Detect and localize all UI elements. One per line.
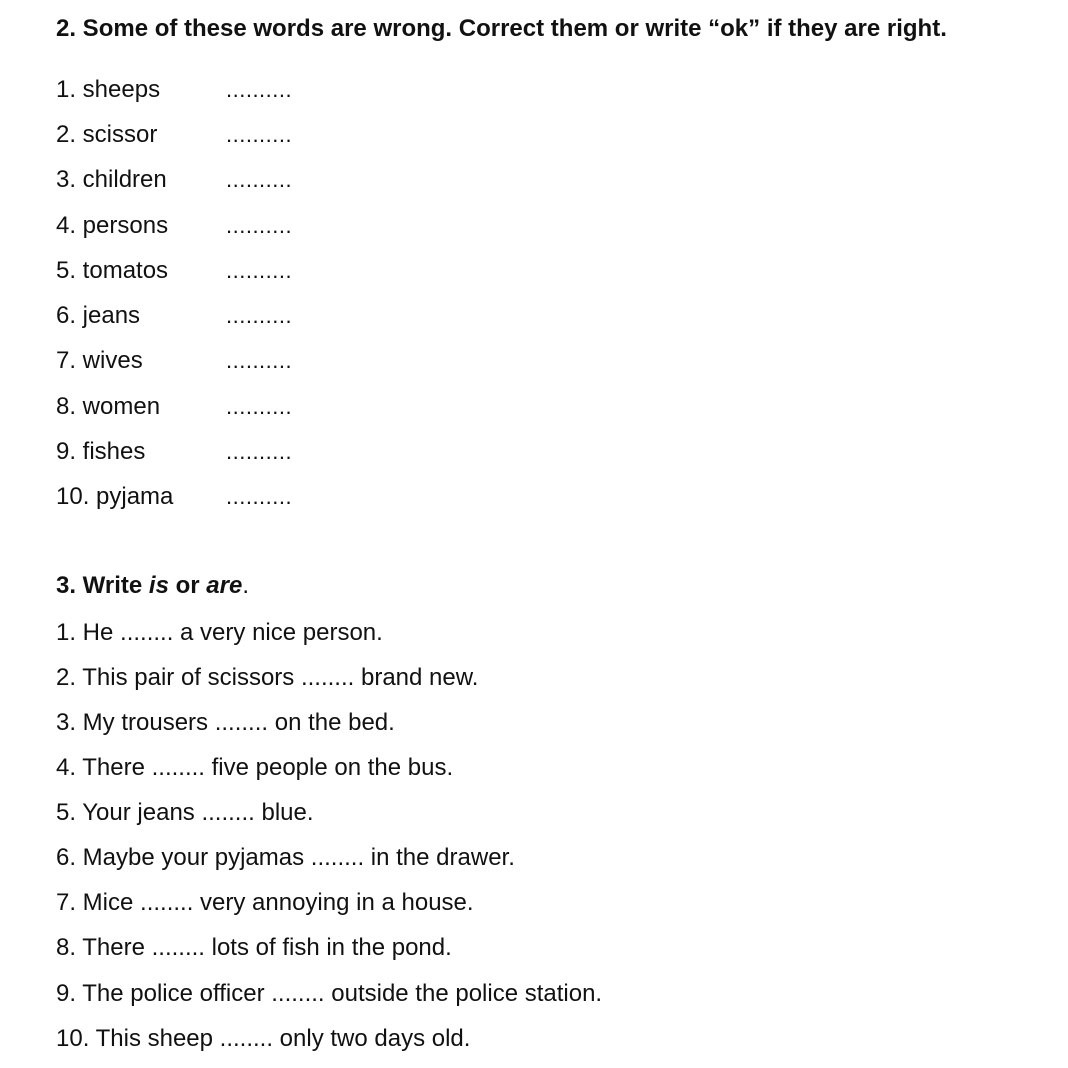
word-label: 4. persons bbox=[56, 212, 169, 239]
answer-blank: .......... bbox=[226, 394, 293, 419]
title-or: or bbox=[168, 572, 207, 599]
word-label: 5. tomatos bbox=[56, 257, 169, 284]
exercise-3-sentence: 2. This pair of scissors ........ brand new. bbox=[56, 664, 479, 691]
exercise-2-item bbox=[56, 392, 292, 422]
answer-blank: .......... bbox=[226, 258, 293, 283]
word-label: 10. pyjama bbox=[56, 483, 174, 510]
answer-blank: .......... bbox=[226, 167, 293, 192]
answer-blank: .......... bbox=[226, 303, 293, 328]
exercise-2-item bbox=[56, 165, 292, 195]
title-end: . bbox=[242, 572, 249, 599]
exercise-2-item bbox=[56, 301, 292, 331]
exercise-2-item bbox=[56, 437, 292, 467]
exercise-3-sentence: 5. Your jeans ........ blue. bbox=[56, 799, 314, 826]
exercise-2-item bbox=[56, 211, 292, 241]
answer-blank: .......... bbox=[226, 439, 293, 464]
exercise-3-sentence: 4. There ........ five people on the bus. bbox=[56, 754, 454, 781]
exercise-2-item bbox=[56, 75, 292, 105]
answer-blank: .......... bbox=[226, 122, 293, 147]
word-label: 2. scissor bbox=[56, 121, 158, 148]
word-label: 9. fishes bbox=[56, 438, 146, 465]
answer-blank: .......... bbox=[226, 213, 293, 238]
word-label: 1. sheeps bbox=[56, 76, 161, 103]
answer-blank: .......... bbox=[226, 77, 293, 102]
exercise-2-item bbox=[56, 256, 292, 286]
exercise-3-sentence: 6. Maybe your pyjamas ........ in the drawer. bbox=[56, 844, 515, 871]
word-label: 6. jeans bbox=[56, 302, 141, 329]
word-label: 3. children bbox=[56, 166, 167, 193]
title-are: are bbox=[206, 572, 243, 599]
title-prefix: 3. Write bbox=[56, 572, 149, 599]
answer-blank: .......... bbox=[226, 348, 293, 373]
answer-blank: .......... bbox=[226, 484, 293, 509]
exercise-3-sentence: 9. The police officer ........ outside the police station. bbox=[56, 980, 603, 1007]
word-label: 8. women bbox=[56, 393, 161, 420]
exercise-2-item bbox=[56, 482, 292, 512]
title-is: is bbox=[148, 572, 169, 599]
exercise-3-sentence: 10. This sheep ........ only two days old. bbox=[56, 1025, 471, 1052]
exercise-3-sentence: 8. There ........ lots of fish in the pond. bbox=[56, 934, 452, 961]
exercise-3-title bbox=[56, 572, 249, 600]
exercise-2-title: 2. Some of these words are wrong. Correct them or write “ok” if they are right. bbox=[56, 15, 947, 42]
word-label: 7. wives bbox=[56, 347, 143, 374]
exercise-3-sentence: 3. My trousers ........ on the bed. bbox=[56, 709, 395, 736]
exercise-3-sentence: 1. He ........ a very nice person. bbox=[56, 619, 383, 646]
exercise-3-sentence: 7. Mice ........ very annoying in a house. bbox=[56, 889, 474, 916]
exercise-2-item bbox=[56, 346, 292, 376]
exercise-2-item bbox=[56, 120, 292, 150]
